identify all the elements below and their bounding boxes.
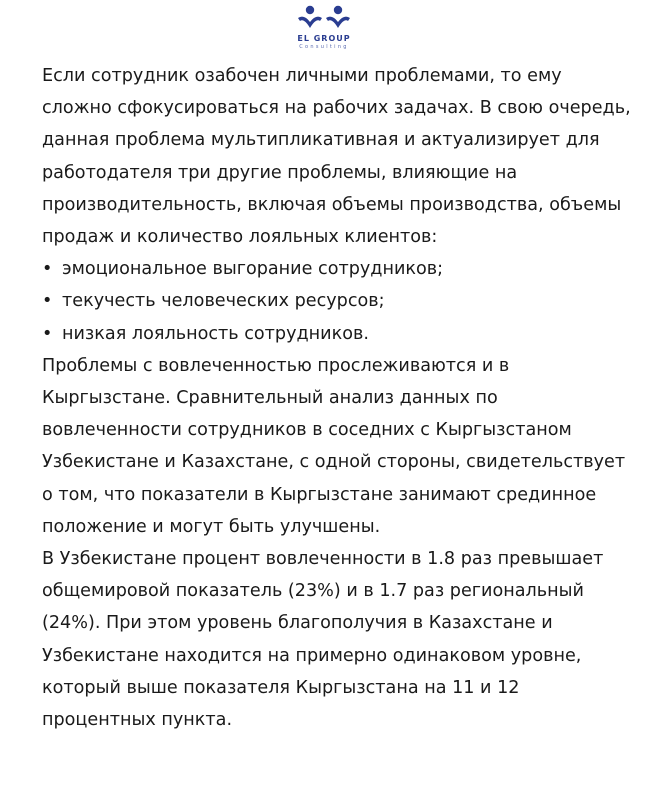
list-item xyxy=(42,253,632,285)
paragraph-kyrgyzstan: Проблемы с вовлеченностью прослеживаются и в Кыргызстане. Сравнительный анализ данных по вовлеченности сотрудников в соседних с Кыргызстаном Узбекистане и Казахстане, с одной стороны, свидетельствует о том, что показатели в Кыргызстане занимают срединное положение и могут быть улучшены. xyxy=(42,355,626,537)
list-item-text: текучесть человеческих ресурсов; xyxy=(62,291,385,312)
list-item xyxy=(42,285,632,317)
bullet-marker: • xyxy=(42,259,53,280)
list-item xyxy=(42,318,632,350)
logo-title: EL GROUP xyxy=(297,34,351,43)
logo-subtitle: Consulting xyxy=(299,44,349,50)
company-logo xyxy=(278,4,370,54)
document-body xyxy=(42,60,632,736)
list-item-text: эмоциональное выгорание сотрудников; xyxy=(62,259,444,280)
two-people-logo-icon xyxy=(296,4,352,34)
bullet-marker: • xyxy=(42,323,53,344)
paragraph-uzbekistan: В Узбекистане процент вовлеченности в 1.8 раз превышает общемировой показатель (23%) и в 1.7 раз региональный (24%). При этом уровень благополучия в Казахстане и Узбекистане находится на примерно одинаковом уровне, который выше показателя Кыргызстана на 11 и 12 процентных пункта. xyxy=(42,549,604,731)
list-item-text: низкая лояльность сотрудников. xyxy=(62,323,369,344)
bullet-marker: • xyxy=(42,291,53,312)
paragraph-intro: Если сотрудник озабочен личными проблемами, то ему сложно сфокусироваться на рабочих задачах. В свою очередь, данная проблема мультипликативная и актуализирует для работодателя три другие проблемы, влияющие на производительность, включая объемы производства, объемы продаж и количество лояльных клиентов: xyxy=(42,66,631,248)
